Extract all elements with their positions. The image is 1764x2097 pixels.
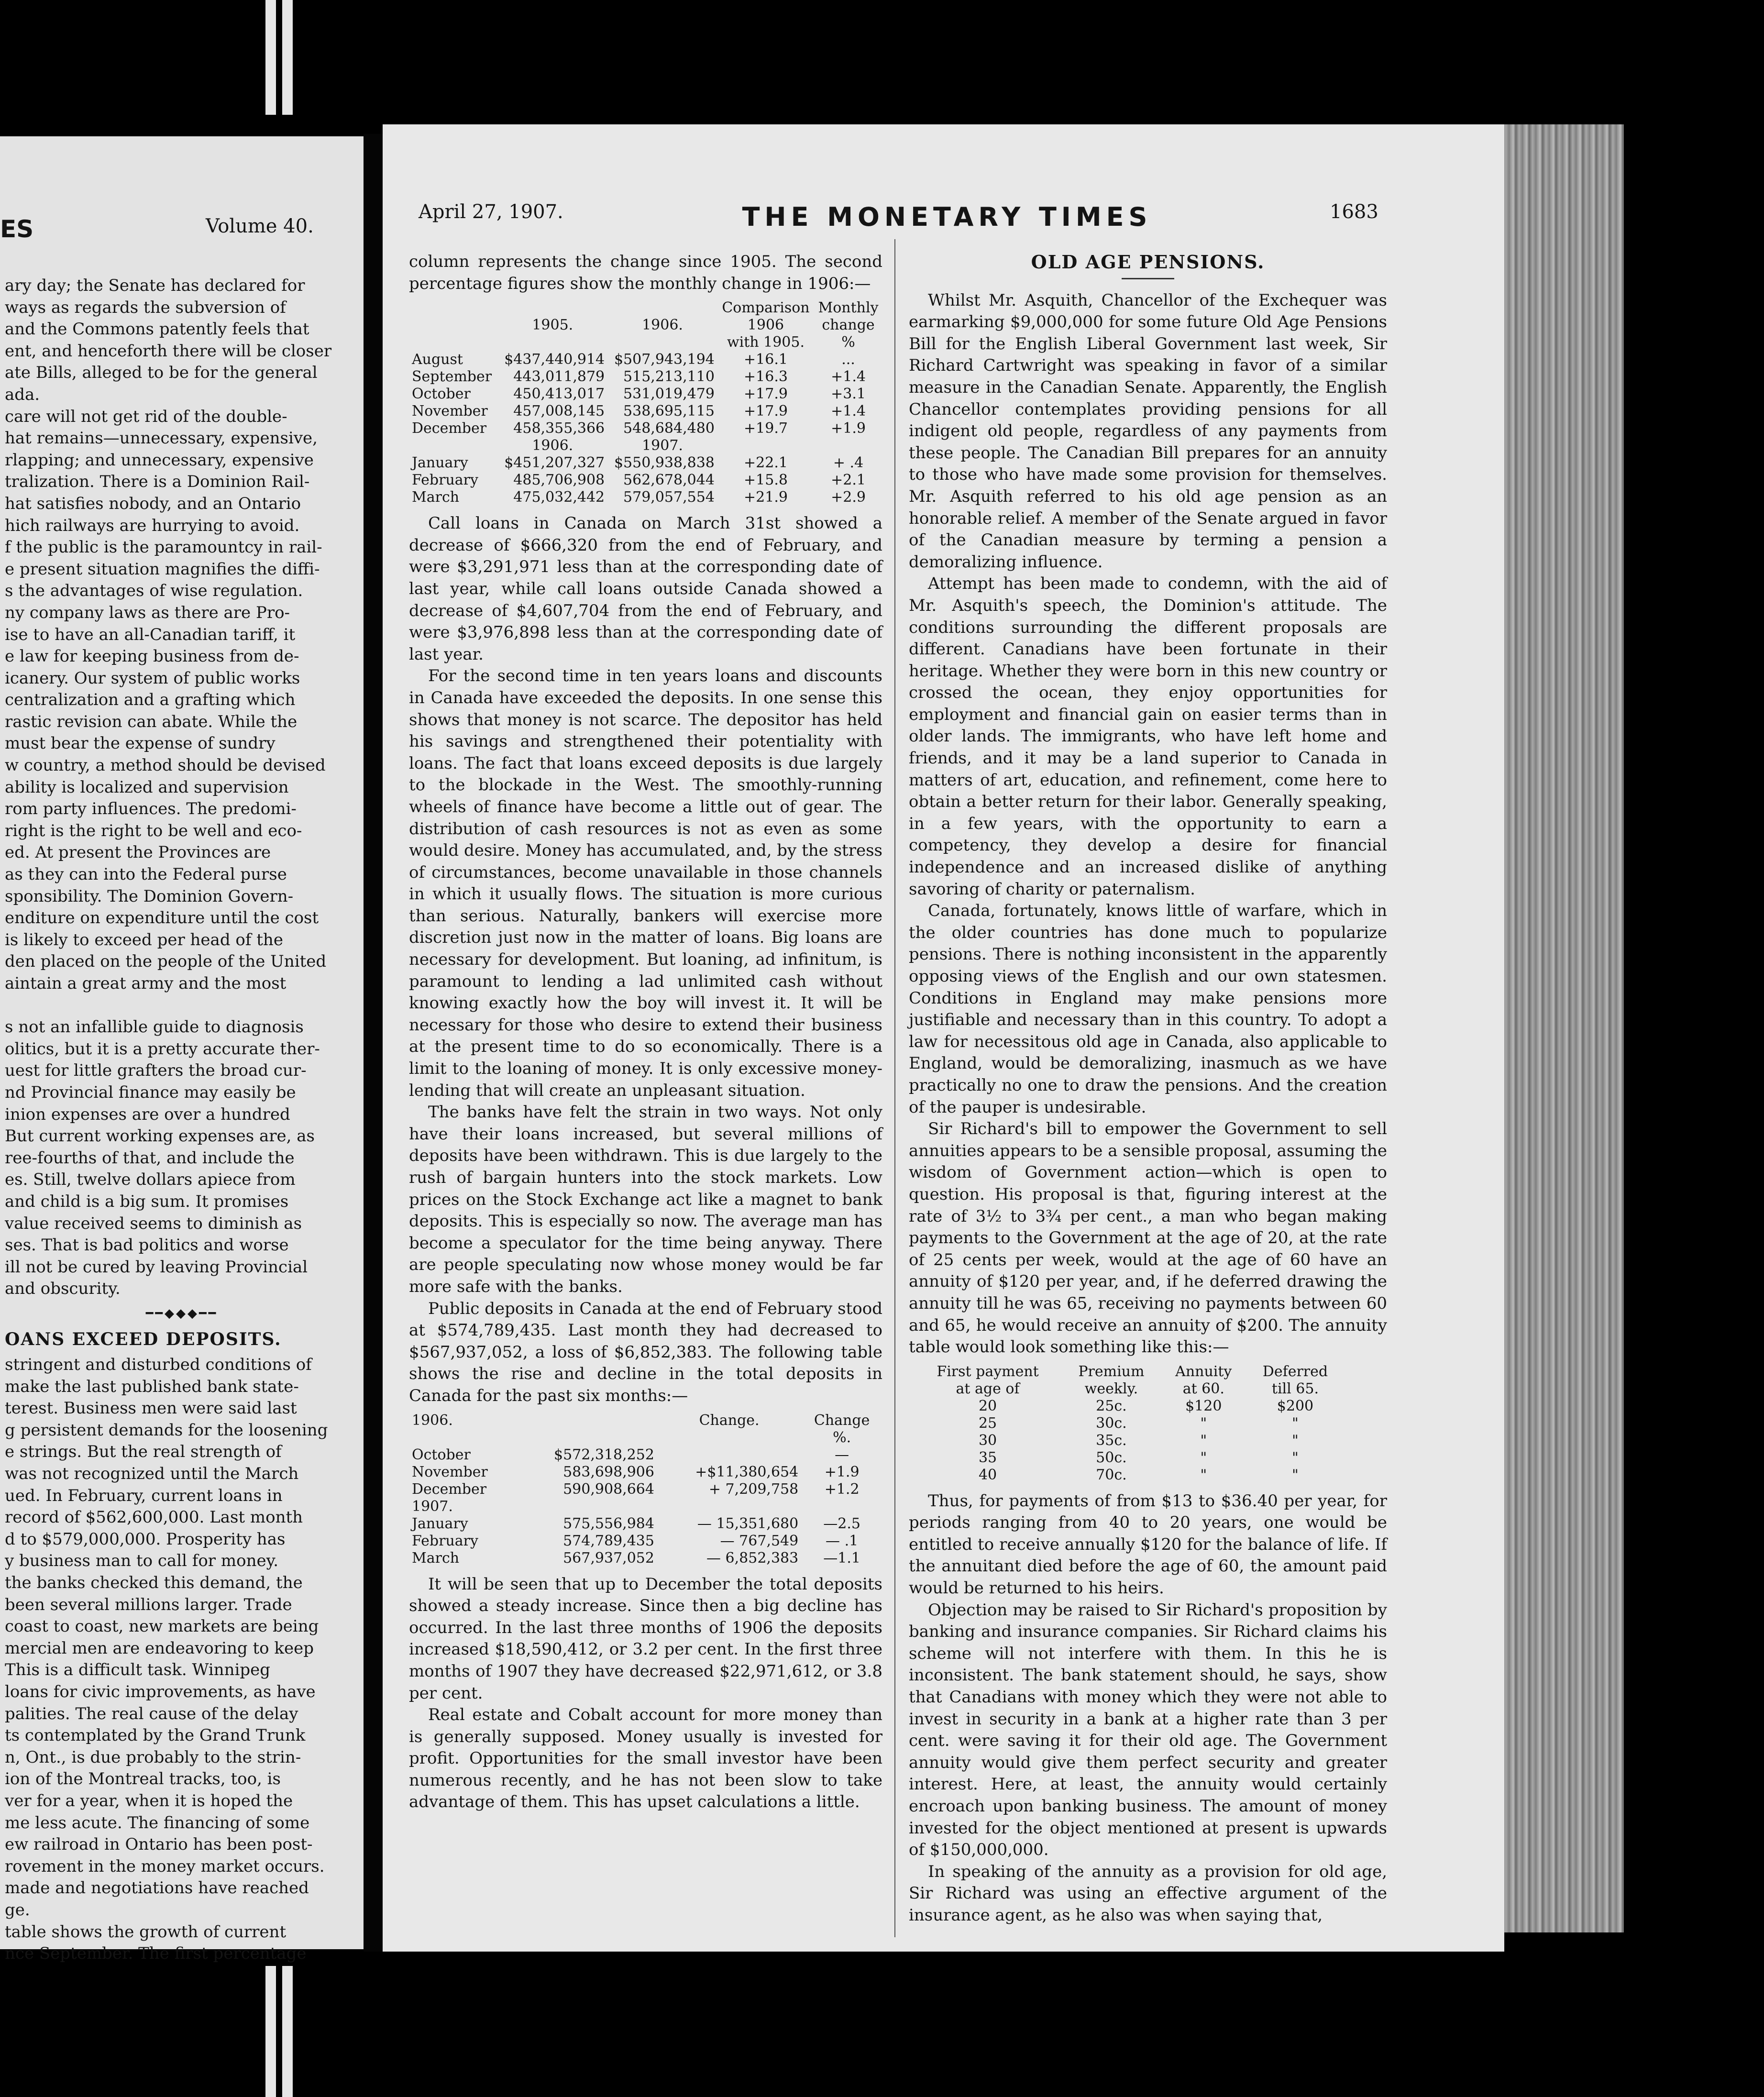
left-page-line: terest. Business men were said last xyxy=(5,1399,297,1418)
table-row xyxy=(914,1398,1344,1415)
table-row xyxy=(409,489,882,506)
deposits-header-change: Change. xyxy=(699,1412,760,1429)
table-row xyxy=(409,351,882,368)
loans-mid-1907: 1907. xyxy=(642,437,683,454)
annuity-at60: $120 xyxy=(1185,1397,1222,1414)
left-page-line: ate Bills, alleged to be for the general xyxy=(5,363,318,383)
left-page-line: right is the right to be well and eco- xyxy=(5,821,302,840)
left-page-line: and child is a big sum. It promises xyxy=(5,1192,289,1211)
col1-paragraph-loans-exceed: For the second time in ten years loans and discounts in Canada have exceeded the deposits. In one sense this shows that money is not scarce. The depositor has held his savings and strengthened their potentiality with loans. The fact that loans exceed deposits is due largely to the blockade in the West. The smoothly-running wheels of finance have become a little out of gear. The distribution of cash resources is not as even as some would desire. Money has accumulated, and, by the stress of circumstances, become unavailable in those channels in which it usually flows. The situation is more curious than serious. Naturally, bankers will exercise more discretion just now in the matter of loans. Big loans are necessary for development. But loaning, ad infinitum, is paramount to lending a lad unlimited cash without knowing exactly how the boy will invest it. It will be necessary for those who desire to extend their business at the present time to do so economically. There is a limit to the loaning of money. It is only excessive money-lending that will create an unpleasant situation. xyxy=(409,666,882,1100)
left-page-line: rlapping; and unnecessary, expensive xyxy=(5,450,314,470)
col1-paragraph-steady-increase: It will be seen that up to December the total deposits showed a steady increase. Since then a big decline has occurred. In the last three months of 1906 the deposits increased $18,590,412, or 3.2 per cent. In the first three months of 1907 they have decreased $22,971,612, or 3.8 per cent. xyxy=(409,1574,882,1703)
table-row xyxy=(409,454,882,472)
left-facing-page xyxy=(0,136,364,1964)
left-page-line: w country, a method should be devised xyxy=(5,756,326,775)
table-row xyxy=(914,1467,1344,1484)
left-page-line: been several millions larger. Trade xyxy=(5,1595,292,1614)
left-page-line: ise to have an all-Canadian tariff, it xyxy=(5,625,296,644)
loans-header-comparison: Comparison xyxy=(722,299,810,317)
annuity-at60: " xyxy=(1200,1466,1207,1483)
loans-month: March xyxy=(412,489,460,506)
table-row xyxy=(409,1550,882,1567)
left-page-line: nce September. The first percentage xyxy=(5,1944,307,1964)
film-sprocket-top-2 xyxy=(282,0,293,115)
left-page-line xyxy=(5,995,359,1017)
section-ornament: ━━◆◆◆━━ xyxy=(145,1306,218,1321)
left-page-line: d to $579,000,000. Prosperity has xyxy=(5,1529,286,1549)
deposits-table xyxy=(409,1412,882,1567)
deposits-header-changepct: Change xyxy=(814,1412,870,1429)
film-sprocket-bottom-1 xyxy=(265,1966,276,2097)
table-row xyxy=(409,368,882,386)
left-page-line: rovement in the money market occurs. xyxy=(5,1856,325,1876)
left-page-line: olitics, but it is a pretty accurate ther- xyxy=(5,1039,320,1059)
loans-value-1905: $451,207,327 xyxy=(504,454,605,472)
heading-rule xyxy=(1122,278,1174,279)
left-page-line: ability is localized and supervision xyxy=(5,777,289,797)
col1-paragraph-banks-strain: The banks have felt the strain in two ways. Not only have their loans increased, but several millions of deposits have been withdrawn. This is due largely to the rush of bargain hunters into the stock markets. Low prices on the Stock Exchange act like a magnet to bank deposits. This is especially so now. The average man has become a speculator for the time being anyway. There are people speculating now whose money would be far more safe with the banks. xyxy=(409,1103,882,1296)
loans-value-1905: 475,032,442 xyxy=(513,489,605,506)
page-date: April 27, 1907. xyxy=(419,201,563,223)
loans-value-1906: $507,943,194 xyxy=(614,351,715,368)
annuity-age: 25 xyxy=(978,1414,997,1432)
deposits-month: February xyxy=(412,1532,478,1549)
loans-value-1905: 457,008,145 xyxy=(513,403,605,420)
col1-paragraph-real-estate: Real estate and Cobalt account for more money than is generally supposed. Money usually is invested for profit. Opportunities for the small investor have been numerous recently, and he has not been slow to take advantage of them. This has upset calculations a little. xyxy=(409,1705,882,1812)
loans-value-1905: 458,355,366 xyxy=(513,420,605,437)
deposits-total: 567,937,052 xyxy=(563,1549,654,1567)
left-page-line: value received seems to diminish as xyxy=(5,1214,302,1233)
deposits-month: December xyxy=(412,1480,487,1498)
deposits-month: March xyxy=(412,1549,460,1567)
annuity-premium: 50c. xyxy=(1096,1449,1127,1466)
deposits-change: + 7,209,758 xyxy=(708,1480,799,1498)
loans-monthly-change: +2.9 xyxy=(831,489,866,506)
left-page-line: nd Provincial finance may easily be xyxy=(5,1082,296,1102)
loans-value-1905: 450,413,017 xyxy=(513,386,605,403)
loans-monthly-change: ... xyxy=(841,351,855,368)
annuity-at60: " xyxy=(1200,1414,1207,1432)
left-page-line: is likely to exceed per head of the xyxy=(5,930,283,949)
annuity-header-age: at age of xyxy=(956,1380,1020,1397)
left-page-line: loans for civic improvements, as have xyxy=(5,1682,316,1701)
left-page-line: y business man to call for money. xyxy=(5,1551,279,1571)
loans-monthly-change: +1.4 xyxy=(831,368,866,386)
deposits-change-pct: — .1 xyxy=(826,1532,859,1549)
left-page-line: ge. xyxy=(5,1900,30,1920)
left-page-line: mercial men are endeavoring to keep xyxy=(5,1638,314,1658)
left-page-line: uest for little grafters the broad cur- xyxy=(5,1061,307,1081)
left-page-line: inion expenses are over a hundred xyxy=(5,1104,290,1124)
left-page-line: hat remains—unnecessary, expensive, xyxy=(5,429,318,448)
deposits-change: — 767,549 xyxy=(720,1532,799,1549)
left-page-line: was not recognized until the March xyxy=(5,1464,299,1484)
loans-header-change: change xyxy=(822,317,875,334)
table-row xyxy=(914,1415,1344,1432)
left-page-line: This is a difficult task. Winnipeg xyxy=(5,1660,271,1680)
loans-month: December xyxy=(412,420,487,437)
loans-comparison: +15.8 xyxy=(744,472,788,489)
loans-month: October xyxy=(412,386,471,403)
left-page-line: the banks checked this demand, the xyxy=(5,1573,303,1593)
deposits-change xyxy=(657,1446,801,1464)
loans-month: August xyxy=(412,351,463,368)
deposits-total: 590,908,664 xyxy=(563,1480,654,1498)
deposits-change: — 6,852,383 xyxy=(706,1549,799,1567)
left-page-line: ts contemplated by the Grand Trunk xyxy=(5,1726,306,1745)
left-page-line: hich railways are hurrying to avoid. xyxy=(5,516,300,535)
loans-comparison: +16.3 xyxy=(744,368,788,386)
left-page-line: ver for a year, when it is hoped the xyxy=(5,1791,293,1810)
loans-value-1906: 531,019,479 xyxy=(623,386,715,403)
table-row xyxy=(409,1533,882,1550)
left-page-line: ued. In February, current loans in xyxy=(5,1486,283,1505)
col2-paragraph-speaking: In speaking of the annuity as a provision for old age, Sir Richard was using an effective argument of the insurance agent, as he also was when saying that, xyxy=(909,1862,1387,1925)
annuity-premium: 70c. xyxy=(1096,1466,1127,1483)
loans-header-1906: 1906. xyxy=(642,317,683,334)
left-page-line: ree-fourths of that, and include the xyxy=(5,1148,295,1168)
loans-month: November xyxy=(412,403,488,420)
table-row xyxy=(409,386,882,403)
left-page-line: ed. At present the Provinces are xyxy=(5,843,271,862)
deposits-header-year: 1906. xyxy=(412,1412,453,1429)
annuity-age: 30 xyxy=(978,1432,997,1449)
annuity-header-till65: till 65. xyxy=(1271,1380,1319,1397)
annuity-deferred: $200 xyxy=(1277,1397,1314,1414)
annuity-deferred: " xyxy=(1292,1466,1299,1483)
left-page-line: ways as regards the subversion of xyxy=(5,298,286,317)
left-page-line: and the Commons patently feels that xyxy=(5,320,309,339)
col1-paragraph-intro: column represents the change since 1905. The second percentage figures show the monthly change in 1906:— xyxy=(409,252,882,293)
left-page-line: sponsibility. The Dominion Govern- xyxy=(5,886,294,906)
left-page-line: must bear the expense of sundry xyxy=(5,734,276,753)
left-page-line: s not an infallible guide to diagnosis xyxy=(5,1017,304,1037)
loans-monthly-change: +2.1 xyxy=(831,472,866,489)
column-1 xyxy=(409,251,882,1813)
loans-monthly-change: + .4 xyxy=(833,454,864,472)
left-header-fragment: ES xyxy=(0,215,34,243)
col2-paragraph-objection: Objection may be raised to Sir Richard's proposition by banking and insurance companies. Sir Richard claims his scheme will not interfere with them. In this he is inconsistent. The bank statement should, he says, show that Canadians with money which they were not able to invest in security in a bank at a higher rate than 3 per cent. were saving it for their old age. The Government annuity would give them perfect security and greater interest. Here, at least, the annuity would certainly encroach upon banking business. The amount of money invested for the object mentioned at present is upwards of $150,000,000. xyxy=(909,1600,1387,1860)
table-row xyxy=(409,1464,882,1481)
loans-comparison: +22.1 xyxy=(744,454,788,472)
deposits-change-pct: —2.5 xyxy=(823,1515,860,1532)
loans-mid-1906: 1906. xyxy=(532,437,573,454)
left-page-line: e law for keeping business from de- xyxy=(5,647,299,666)
annuity-header-premium: Premium xyxy=(1078,1363,1145,1380)
left-volume-label: Volume 40. xyxy=(206,215,314,237)
loans-value-1906: $550,938,838 xyxy=(614,454,715,472)
deposits-total: 574,789,435 xyxy=(563,1532,654,1549)
left-page-line: care will not get rid of the double- xyxy=(5,407,287,426)
loans-value-1906: 515,213,110 xyxy=(623,368,715,386)
loans-value-1906: 562,678,044 xyxy=(623,472,715,489)
left-page-line: made and negotiations have reached xyxy=(5,1878,309,1898)
loans-header-with1905: with 1905. xyxy=(727,334,805,351)
left-page-line: table shows the growth of current xyxy=(5,1922,287,1942)
left-page-line: ses. That is bad politics and worse xyxy=(5,1236,289,1255)
left-page-line: e strings. But the real strength of xyxy=(5,1442,282,1462)
loans-header-1906b: 1906 xyxy=(747,317,784,334)
left-page-line: coast to coast, new markets are being xyxy=(5,1617,319,1636)
left-page-line: icanery. Our system of public works xyxy=(5,668,300,688)
left-page-line: f the public is the paramountcy in rail- xyxy=(5,538,322,557)
old-age-pensions-heading: OLD AGE PENSIONS. xyxy=(1031,251,1265,273)
left-page-line: den placed on the people of the United xyxy=(5,952,327,971)
loans-month: January xyxy=(412,454,468,472)
loans-comparison: +17.9 xyxy=(744,386,788,403)
page-number: 1683 xyxy=(1330,201,1378,223)
main-page xyxy=(383,124,1504,1952)
left-page-line: record of $562,600,000. Last month xyxy=(5,1508,303,1527)
annuity-age: 40 xyxy=(978,1466,997,1483)
loans-value-1905: $437,440,914 xyxy=(504,351,605,368)
deposits-change: — 15,351,680 xyxy=(697,1515,799,1532)
table-row xyxy=(914,1432,1344,1449)
loans-comparison: +21.9 xyxy=(744,489,788,506)
loans-value-1906: 579,057,554 xyxy=(623,489,715,506)
left-page-line: ion of the Montreal tracks, too, is xyxy=(5,1769,281,1789)
film-sprocket-bottom-2 xyxy=(282,1966,293,2097)
left-page-line: make the last published bank state- xyxy=(5,1377,299,1396)
deposits-change-pct: +1.9 xyxy=(824,1463,860,1480)
col2-paragraph-attempt: Attempt has been made to condemn, with the aid of Mr. Asquith's speech, the Dominion's attitude. The conditions surrounding the different proposals are different. Canadians have been fortunate in their heritage. Whether they were born in this new country or crossed the ocean, they enjoy opportunities for employment and financial gain on easier terms than in older lands. The immigrants, who have left home and friends, and it may be a land superior to Canada in matters of art, education, and refinement, come here to obtain a better return for their labor. Generally speaking, in a few years, with the opportunity to earn a competency, they develop a desire for financial independence and an increased dislike of anything savoring of charity or paternalism. xyxy=(909,574,1387,899)
left-page-line: n, Ont., is due probably to the strin- xyxy=(5,1747,301,1767)
left-page-line: ny company laws as there are Pro- xyxy=(5,603,290,622)
annuity-header-annuity: Annuity xyxy=(1175,1363,1232,1380)
table-row xyxy=(409,1515,882,1533)
left-page-line: ary day; the Senate has declared for xyxy=(5,276,305,295)
left-page-line: as they can into the Federal purse xyxy=(5,865,287,884)
deposits-change-pct: —1.1 xyxy=(823,1549,860,1567)
loans-header-pct: % xyxy=(841,334,855,351)
deposits-change-pct: +1.2 xyxy=(824,1480,860,1498)
deposits-month: November xyxy=(412,1463,488,1480)
col1-paragraph-call-loans: Call loans in Canada on March 31st showed a decrease of $666,320 from the end of February, and were $3,291,971 less than at the corresponding date of last year, while call loans outside Canada showed a decrease of $4,607,704 from the end of February, and were $3,976,898 less than at the corresponding date of last year. xyxy=(409,514,882,664)
left-page-line: and obscurity. xyxy=(5,1279,121,1299)
loans-header-1905: 1905. xyxy=(532,317,573,334)
left-page-line: rastic revision can abate. While the xyxy=(5,712,298,731)
deposits-mid-1907: 1907. xyxy=(412,1498,453,1515)
annuity-premium: 30c. xyxy=(1096,1414,1127,1432)
left-page-line: palities. The real cause of the delay xyxy=(5,1704,298,1723)
left-page-line: ill not be cured by leaving Provincial xyxy=(5,1257,308,1277)
loans-comparison: +19.7 xyxy=(744,420,788,437)
loans-table xyxy=(409,299,882,506)
table-row xyxy=(914,1449,1344,1467)
left-page-line: hat satisfies nobody, and an Ontario xyxy=(5,494,301,513)
col2-paragraph-bill: Sir Richard's bill to empower the Government to sell annuities appears to be a sensible proposal, assuming the wisdom of Government action—which is open to question. His proposal is that, figuring interest at the rate of 3½ to 3¾ per cent., a man who began making payments to the Government at the age of 20, at the rate of 25 cents per week, would at the age of 60 have an annuity of $120 per year, and, if he deferred drawing the annuity till he was 65, receiving no payments between 60 and 65, he would receive an annuity of $200. The annuity table would look something like this:— xyxy=(909,1119,1387,1357)
table-row xyxy=(409,420,882,437)
left-page-lines-top xyxy=(5,275,359,1300)
col1-paragraph-public-deposits: Public deposits in Canada at the end of February stood at $574,789,435. Last month they had decreased to $567,937,052, a loss of $6,852,383. The following table shows the rise and decline in the total deposits in Canada for the past six months:— xyxy=(409,1299,882,1405)
deposits-month: October xyxy=(412,1446,471,1463)
annuity-premium: 35c. xyxy=(1096,1432,1127,1449)
left-page-line: rom party influences. The predomi- xyxy=(5,799,297,819)
deposits-change-pct: — xyxy=(835,1446,849,1463)
column-divider xyxy=(894,239,895,1937)
annuity-at60: " xyxy=(1200,1449,1207,1466)
left-page-line: g persistent demands for the loosening xyxy=(5,1420,328,1440)
annuity-age: 35 xyxy=(978,1449,997,1466)
table-row xyxy=(409,1481,882,1498)
left-page-line: stringent and disturbed conditions of xyxy=(5,1355,312,1375)
annuity-premium: 25c. xyxy=(1096,1397,1127,1414)
annuity-deferred: " xyxy=(1292,1432,1299,1449)
col2-paragraph-warfare: Canada, fortunately, knows little of warfare, which in the older countries has done much to popularize pensions. There is nothing inconsistent in the apparently opposing views of the English and our own statesmen. Conditions in England may make pensions more justifiable and necessary than in this country. To adopt a law for necessitous old age in Canada, also applicable to England, would be demoralizing, inasmuch as we have practically no one to draw the pensions. And the creation of the pauper is undesirable. xyxy=(909,901,1387,1117)
left-page-line: But current working expenses are, as xyxy=(5,1126,315,1146)
annuity-deferred: " xyxy=(1292,1449,1299,1466)
table-row xyxy=(409,403,882,420)
annuity-age: 20 xyxy=(978,1397,997,1414)
left-page-line: centralization and a grafting which xyxy=(5,690,296,710)
loans-comparison: +17.9 xyxy=(744,403,788,420)
annuity-deferred: " xyxy=(1292,1414,1299,1432)
col2-paragraph-thus: Thus, for payments of from $13 to $36.40 per year, for periods ranging from 40 to 20 years, one would be entitled to receive annually $120 for the balance of life. If the annuitant died before the age of 60, the amount paid would be returned to his heirs. xyxy=(909,1491,1387,1598)
left-page-line: e present situation magnifies the diffi- xyxy=(5,559,320,579)
annuity-header-deferred: Deferred xyxy=(1262,1363,1328,1380)
table-row xyxy=(409,472,882,489)
annuity-header-first-payment: First payment xyxy=(937,1363,1039,1380)
loans-value-1905: 485,706,908 xyxy=(513,472,605,489)
loans-value-1905: 443,011,879 xyxy=(513,368,605,386)
deposits-total: $572,318,252 xyxy=(554,1446,654,1463)
left-page-header xyxy=(0,215,344,243)
deposits-month: January xyxy=(412,1515,468,1532)
deposits-change: +$11,380,654 xyxy=(695,1463,799,1480)
loans-value-1906: 548,684,480 xyxy=(623,420,715,437)
deposits-total: 575,556,984 xyxy=(563,1515,654,1532)
loans-value-1906: 538,695,115 xyxy=(623,403,715,420)
left-page-line: enditure on expenditure until the cost xyxy=(5,908,319,928)
annuity-table xyxy=(914,1363,1344,1484)
left-page-line: tralization. There is a Dominion Rail- xyxy=(5,472,310,492)
annuity-header-at60: at 60. xyxy=(1182,1380,1224,1397)
loans-monthly-change: +1.4 xyxy=(831,403,866,420)
left-page-text xyxy=(5,275,359,1965)
annuity-at60: " xyxy=(1200,1432,1207,1449)
loans-month: February xyxy=(412,472,478,489)
loans-monthly-change: +1.9 xyxy=(831,420,866,437)
page-gutter xyxy=(364,134,383,1952)
loans-header-monthly: Monthly xyxy=(818,299,879,317)
film-sprocket-top-1 xyxy=(265,0,276,115)
left-page-line: aintain a great army and the most xyxy=(5,974,287,993)
page-title: THE MONETARY TIMES xyxy=(742,202,1152,232)
left-section-heading: OANS EXCEED DEPOSITS. xyxy=(5,1329,282,1349)
loans-month: September xyxy=(412,368,492,386)
column-2 xyxy=(909,251,1387,1927)
loans-monthly-change: +3.1 xyxy=(831,386,866,403)
left-page-line: ent, and henceforth there will be closer xyxy=(5,341,332,361)
col2-paragraph-asquith: Whilst Mr. Asquith, Chancellor of the Exchequer was earmarking $9,000,000 for some future Old Age Pensions Bill for the English Liberal Government last week, Sir Richard Cartwright was speaking in favor of a similar measure in the Canadian Senate. Apparently, the English Chancellor contemplates providing pensions for all indigent old people, regardless of any payments from these people. The Canadian Bill prepares for an annuity to those who have made some provision for themselves. Mr. Asquith referred to his old age pension as an honorable relief. A member of the Senate argued in favor of the Canadian measure by terming a pension a demoralizing influence. xyxy=(909,290,1387,572)
left-page-line: ew railroad in Ontario has been post- xyxy=(5,1835,313,1854)
left-page-line: es. Still, twelve dollars apiece from xyxy=(5,1170,296,1190)
left-page-line: ada. xyxy=(5,385,40,404)
left-page-line: s the advantages of wise regulation. xyxy=(5,581,303,601)
table-row xyxy=(409,1446,882,1464)
left-page-lines-bottom xyxy=(5,1354,359,1965)
loans-comparison: +16.1 xyxy=(744,351,788,368)
annuity-header-weekly: weekly. xyxy=(1084,1380,1138,1397)
deposits-header-pct: %. xyxy=(833,1429,851,1446)
deposits-total: 583,698,906 xyxy=(563,1463,654,1480)
left-page-line: me less acute. The financing of some xyxy=(5,1813,310,1832)
